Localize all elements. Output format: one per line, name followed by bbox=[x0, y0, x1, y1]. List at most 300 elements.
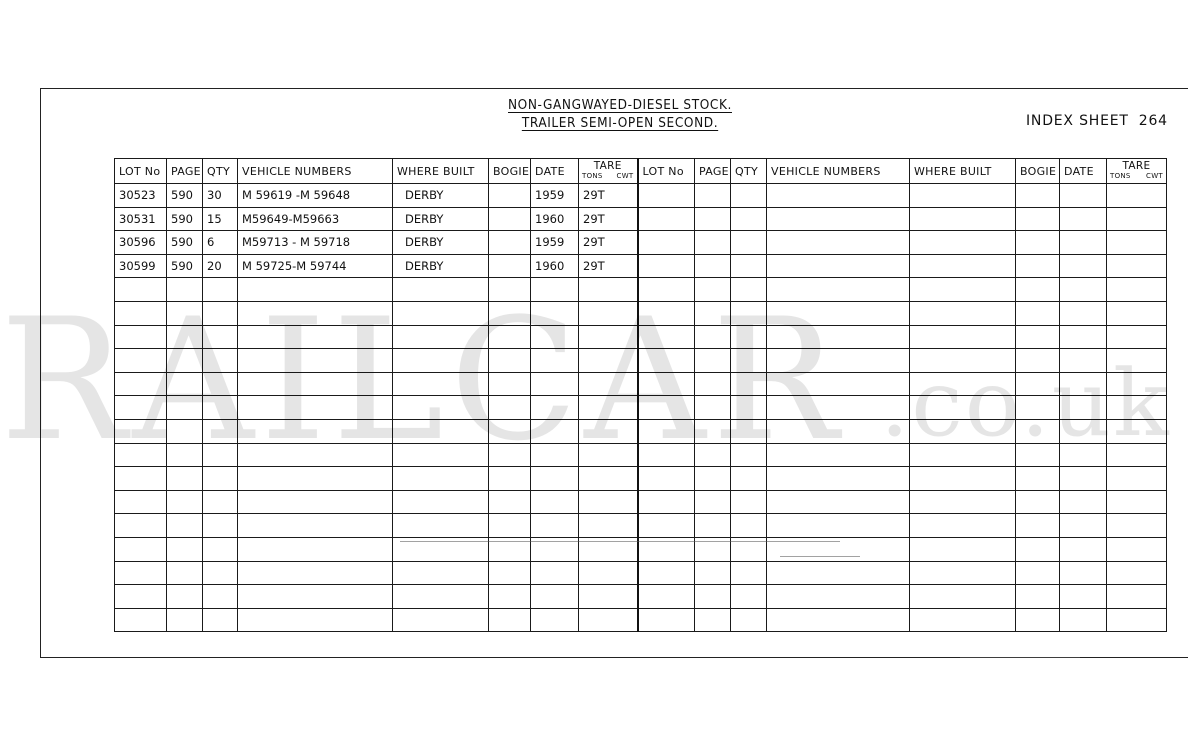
table-cell bbox=[167, 301, 203, 325]
column-header: WHERE BUILT bbox=[910, 159, 1016, 184]
table-cell bbox=[393, 585, 489, 609]
table-cell bbox=[393, 561, 489, 585]
table-cell bbox=[1107, 443, 1167, 467]
table-cell bbox=[167, 372, 203, 396]
table-cell bbox=[731, 608, 767, 632]
table-cell bbox=[238, 349, 393, 373]
table-cell bbox=[731, 184, 767, 208]
table-cell bbox=[579, 443, 638, 467]
table-cell bbox=[1060, 537, 1107, 561]
table-cell bbox=[579, 301, 638, 325]
table-cell bbox=[910, 608, 1016, 632]
table-cell bbox=[1107, 396, 1167, 420]
table-cell bbox=[638, 443, 695, 467]
table-cell bbox=[1016, 467, 1060, 491]
table-cell bbox=[1016, 490, 1060, 514]
table-cell bbox=[910, 443, 1016, 467]
table-cell: DERBY bbox=[393, 231, 489, 255]
table-cell bbox=[489, 490, 531, 514]
scan-artifact-line bbox=[960, 657, 1080, 658]
index-sheet-label bbox=[1026, 113, 1168, 129]
table-cell: 30523 bbox=[115, 184, 167, 208]
table-cell bbox=[1060, 490, 1107, 514]
table-cell bbox=[767, 585, 910, 609]
table-cell bbox=[1060, 467, 1107, 491]
table-cell bbox=[489, 443, 531, 467]
table-cell bbox=[1107, 561, 1167, 585]
table-row bbox=[115, 372, 1167, 396]
table-cell bbox=[489, 396, 531, 420]
table-cell bbox=[731, 231, 767, 255]
table-cell bbox=[1107, 419, 1167, 443]
table-cell bbox=[489, 608, 531, 632]
table-cell bbox=[910, 231, 1016, 255]
table-cell bbox=[1016, 396, 1060, 420]
table-cell bbox=[115, 561, 167, 585]
table-cell bbox=[731, 585, 767, 609]
table-cell bbox=[1107, 184, 1167, 208]
table-cell bbox=[767, 372, 910, 396]
table-cell: DERBY bbox=[393, 184, 489, 208]
table-cell bbox=[579, 325, 638, 349]
table-cell: M 59619 -M 59648 bbox=[238, 184, 393, 208]
table-cell bbox=[767, 443, 910, 467]
table-cell: 590 bbox=[167, 207, 203, 231]
table-cell bbox=[167, 561, 203, 585]
table-cell bbox=[393, 608, 489, 632]
table-cell bbox=[238, 490, 393, 514]
title-line-1: NON-GANGWAYED-DIESEL STOCK. bbox=[508, 97, 732, 113]
tare-unit-tons: TONS bbox=[582, 172, 603, 180]
table-cell bbox=[1016, 443, 1060, 467]
table-cell bbox=[393, 325, 489, 349]
column-header bbox=[579, 159, 638, 184]
table-cell bbox=[238, 585, 393, 609]
table-cell: 6 bbox=[203, 231, 238, 255]
table-cell bbox=[238, 396, 393, 420]
table-cell bbox=[393, 372, 489, 396]
title-line-2: TRAILER SEMI-OPEN SECOND. bbox=[521, 115, 719, 131]
column-header: BOGIE bbox=[1016, 159, 1060, 184]
table-cell bbox=[1060, 301, 1107, 325]
table-cell bbox=[167, 443, 203, 467]
table-cell bbox=[767, 349, 910, 373]
table-cell bbox=[695, 608, 731, 632]
table-cell: 30 bbox=[203, 184, 238, 208]
table-cell bbox=[203, 396, 238, 420]
table-cell bbox=[1107, 537, 1167, 561]
table-row bbox=[115, 514, 1167, 538]
table-header-row bbox=[115, 159, 1167, 184]
table-cell bbox=[115, 467, 167, 491]
table-cell: 20 bbox=[203, 254, 238, 278]
table-cell bbox=[489, 207, 531, 231]
table-cell bbox=[203, 372, 238, 396]
table-cell bbox=[910, 301, 1016, 325]
table-row bbox=[115, 396, 1167, 420]
table-cell bbox=[1060, 207, 1107, 231]
table-cell bbox=[1060, 561, 1107, 585]
column-header: LOT No bbox=[638, 159, 695, 184]
table-cell bbox=[1107, 301, 1167, 325]
table-cell bbox=[1107, 207, 1167, 231]
table-cell bbox=[767, 301, 910, 325]
table-cell bbox=[1016, 231, 1060, 255]
table-cell bbox=[767, 207, 910, 231]
table-cell bbox=[579, 278, 638, 302]
table-cell: 590 bbox=[167, 254, 203, 278]
table-cell bbox=[203, 467, 238, 491]
column-header: LOT No bbox=[115, 159, 167, 184]
table-cell bbox=[1107, 372, 1167, 396]
table-cell bbox=[638, 467, 695, 491]
table-cell bbox=[115, 419, 167, 443]
table-cell bbox=[1060, 608, 1107, 632]
table-cell bbox=[1107, 278, 1167, 302]
table-cell bbox=[489, 419, 531, 443]
table-cell: M 59725-M 59744 bbox=[238, 254, 393, 278]
table-cell bbox=[638, 490, 695, 514]
table-cell bbox=[695, 301, 731, 325]
table-cell bbox=[695, 254, 731, 278]
table-cell bbox=[1016, 325, 1060, 349]
table-cell bbox=[531, 443, 579, 467]
column-header bbox=[1107, 159, 1167, 184]
table-cell bbox=[695, 207, 731, 231]
sheet-title bbox=[0, 96, 1200, 132]
table-cell bbox=[1016, 585, 1060, 609]
table-cell bbox=[731, 325, 767, 349]
column-header: BOGIE bbox=[489, 159, 531, 184]
table-cell bbox=[910, 537, 1016, 561]
table-cell bbox=[695, 443, 731, 467]
table-row bbox=[115, 561, 1167, 585]
table-cell: M59649-M59663 bbox=[238, 207, 393, 231]
column-header: DATE bbox=[531, 159, 579, 184]
table-cell bbox=[579, 396, 638, 420]
table-row bbox=[115, 490, 1167, 514]
table-cell bbox=[767, 396, 910, 420]
table-cell bbox=[767, 608, 910, 632]
table-cell bbox=[203, 325, 238, 349]
table-cell: 30531 bbox=[115, 207, 167, 231]
table-cell: 29T bbox=[579, 207, 638, 231]
table-cell bbox=[167, 419, 203, 443]
table-cell: 590 bbox=[167, 184, 203, 208]
tare-label: TARE bbox=[1122, 160, 1151, 172]
table-cell bbox=[1107, 585, 1167, 609]
table-cell bbox=[489, 184, 531, 208]
table-cell bbox=[638, 207, 695, 231]
table-cell bbox=[1107, 514, 1167, 538]
table-cell bbox=[203, 278, 238, 302]
table-cell bbox=[1060, 278, 1107, 302]
table-cell bbox=[910, 372, 1016, 396]
table-cell bbox=[531, 585, 579, 609]
table-cell bbox=[910, 467, 1016, 491]
table-cell: 1959 bbox=[531, 231, 579, 255]
table-cell bbox=[910, 254, 1016, 278]
table-cell: 30596 bbox=[115, 231, 167, 255]
table-cell bbox=[731, 514, 767, 538]
table-cell: 29T bbox=[579, 231, 638, 255]
table-cell bbox=[731, 254, 767, 278]
table-cell bbox=[531, 396, 579, 420]
table-cell bbox=[695, 467, 731, 491]
table-cell bbox=[531, 490, 579, 514]
table-cell bbox=[1060, 514, 1107, 538]
table-cell bbox=[695, 490, 731, 514]
table-cell bbox=[115, 443, 167, 467]
table-cell bbox=[238, 372, 393, 396]
table-cell bbox=[115, 278, 167, 302]
table-cell bbox=[1107, 490, 1167, 514]
table-cell bbox=[731, 349, 767, 373]
table-row bbox=[115, 254, 1167, 278]
table-cell bbox=[489, 585, 531, 609]
table-cell bbox=[638, 372, 695, 396]
table-cell bbox=[695, 585, 731, 609]
table-cell bbox=[579, 514, 638, 538]
table-cell bbox=[579, 419, 638, 443]
table-cell bbox=[238, 325, 393, 349]
column-header: WHERE BUILT bbox=[393, 159, 489, 184]
table-cell bbox=[767, 561, 910, 585]
table-cell bbox=[531, 514, 579, 538]
scan-artifact-line bbox=[400, 541, 840, 542]
scan-artifact-line bbox=[780, 556, 860, 557]
table-cell bbox=[910, 419, 1016, 443]
table-cell bbox=[731, 372, 767, 396]
table-cell bbox=[531, 278, 579, 302]
table-row bbox=[115, 608, 1167, 632]
table-row bbox=[115, 301, 1167, 325]
table-cell bbox=[695, 514, 731, 538]
table-cell bbox=[1060, 325, 1107, 349]
table-cell bbox=[767, 490, 910, 514]
table-row bbox=[115, 184, 1167, 208]
table-cell bbox=[638, 561, 695, 585]
table-cell bbox=[638, 254, 695, 278]
table-cell bbox=[115, 349, 167, 373]
table-cell bbox=[910, 561, 1016, 585]
table-cell bbox=[1016, 254, 1060, 278]
table-cell bbox=[767, 184, 910, 208]
table-row bbox=[115, 585, 1167, 609]
table-cell bbox=[238, 537, 393, 561]
table-cell bbox=[579, 608, 638, 632]
table-cell bbox=[489, 254, 531, 278]
table-cell bbox=[1107, 349, 1167, 373]
table-cell bbox=[167, 349, 203, 373]
table-cell bbox=[489, 278, 531, 302]
table-cell: DERBY bbox=[393, 254, 489, 278]
table-cell bbox=[910, 349, 1016, 373]
table-cell bbox=[167, 325, 203, 349]
table-row bbox=[115, 231, 1167, 255]
tare-unit-cwt: CWT bbox=[1146, 172, 1163, 180]
table-cell bbox=[393, 467, 489, 491]
table-cell bbox=[731, 301, 767, 325]
table-cell bbox=[695, 278, 731, 302]
watermark-main: RAILCAR bbox=[0, 282, 845, 478]
table-cell bbox=[638, 396, 695, 420]
table-cell bbox=[393, 396, 489, 420]
column-header: DATE bbox=[1060, 159, 1107, 184]
table-cell bbox=[203, 490, 238, 514]
table-cell bbox=[695, 419, 731, 443]
table-cell bbox=[1107, 254, 1167, 278]
table-cell bbox=[1107, 467, 1167, 491]
table-cell bbox=[579, 490, 638, 514]
table-cell bbox=[531, 467, 579, 491]
table-cell bbox=[489, 301, 531, 325]
table-cell: 590 bbox=[167, 231, 203, 255]
table-cell bbox=[579, 349, 638, 373]
table-cell bbox=[1060, 349, 1107, 373]
table-cell bbox=[531, 372, 579, 396]
table-cell bbox=[767, 325, 910, 349]
table-cell bbox=[695, 184, 731, 208]
table-cell bbox=[910, 278, 1016, 302]
table-cell: 15 bbox=[203, 207, 238, 231]
table-cell: 29T bbox=[579, 254, 638, 278]
table-cell bbox=[767, 254, 910, 278]
table-cell bbox=[115, 514, 167, 538]
table-cell bbox=[1016, 207, 1060, 231]
table-row bbox=[115, 443, 1167, 467]
table-cell bbox=[579, 467, 638, 491]
table-cell bbox=[238, 514, 393, 538]
table-cell bbox=[238, 443, 393, 467]
table-cell bbox=[167, 514, 203, 538]
column-header: QTY bbox=[731, 159, 767, 184]
table-cell bbox=[638, 325, 695, 349]
table-cell bbox=[393, 514, 489, 538]
column-header: PAGE bbox=[167, 159, 203, 184]
table-cell bbox=[115, 372, 167, 396]
table-cell bbox=[1060, 231, 1107, 255]
table-cell bbox=[638, 301, 695, 325]
table-cell bbox=[203, 349, 238, 373]
table-cell bbox=[695, 396, 731, 420]
table-cell bbox=[579, 372, 638, 396]
table-cell bbox=[638, 514, 695, 538]
table-cell bbox=[1060, 396, 1107, 420]
table-cell bbox=[238, 278, 393, 302]
table-cell bbox=[489, 349, 531, 373]
table-cell bbox=[1016, 514, 1060, 538]
table-cell bbox=[731, 443, 767, 467]
table-cell bbox=[393, 301, 489, 325]
table-cell: 1960 bbox=[531, 254, 579, 278]
table-cell bbox=[731, 490, 767, 514]
table-row bbox=[115, 419, 1167, 443]
table-cell bbox=[167, 396, 203, 420]
table-cell bbox=[638, 278, 695, 302]
table-cell bbox=[489, 325, 531, 349]
table-cell: 29T bbox=[579, 184, 638, 208]
table-cell bbox=[1016, 419, 1060, 443]
table-cell bbox=[910, 325, 1016, 349]
column-header: PAGE bbox=[695, 159, 731, 184]
table-cell bbox=[531, 301, 579, 325]
table-cell bbox=[1016, 301, 1060, 325]
table-cell: 1959 bbox=[531, 184, 579, 208]
table-cell bbox=[531, 325, 579, 349]
table-cell bbox=[1016, 537, 1060, 561]
table-cell bbox=[910, 184, 1016, 208]
table-cell bbox=[731, 561, 767, 585]
table-cell bbox=[167, 585, 203, 609]
table-cell bbox=[1060, 254, 1107, 278]
table-cell bbox=[203, 608, 238, 632]
table-cell bbox=[731, 278, 767, 302]
table-cell: DERBY bbox=[393, 207, 489, 231]
table-cell bbox=[167, 467, 203, 491]
table-cell bbox=[1016, 561, 1060, 585]
table-cell bbox=[115, 537, 167, 561]
table-cell bbox=[531, 419, 579, 443]
table-cell bbox=[393, 278, 489, 302]
index-sheet-number: 264 bbox=[1138, 113, 1168, 129]
table-cell bbox=[638, 585, 695, 609]
table-cell bbox=[767, 278, 910, 302]
table-cell bbox=[1016, 372, 1060, 396]
table-cell bbox=[115, 585, 167, 609]
table-cell bbox=[695, 372, 731, 396]
table-cell bbox=[238, 419, 393, 443]
table-cell bbox=[1060, 443, 1107, 467]
table-cell bbox=[167, 537, 203, 561]
table-cell bbox=[910, 396, 1016, 420]
column-header: VEHICLE NUMBERS bbox=[767, 159, 910, 184]
table-cell bbox=[638, 419, 695, 443]
table-cell bbox=[1107, 608, 1167, 632]
table-cell bbox=[393, 419, 489, 443]
table-cell bbox=[579, 585, 638, 609]
table-cell bbox=[638, 349, 695, 373]
table-cell bbox=[1060, 372, 1107, 396]
table-cell bbox=[115, 490, 167, 514]
table-cell bbox=[203, 443, 238, 467]
table-cell bbox=[203, 301, 238, 325]
table-row bbox=[115, 278, 1167, 302]
table-row bbox=[115, 467, 1167, 491]
table-cell bbox=[638, 608, 695, 632]
table-cell bbox=[731, 396, 767, 420]
table-cell bbox=[489, 514, 531, 538]
table-cell bbox=[489, 372, 531, 396]
table-cell bbox=[638, 231, 695, 255]
table-cell bbox=[167, 490, 203, 514]
table-cell bbox=[167, 278, 203, 302]
table-cell bbox=[115, 396, 167, 420]
tare-label: TARE bbox=[593, 160, 622, 172]
table-cell bbox=[638, 184, 695, 208]
table-cell bbox=[731, 419, 767, 443]
table-row bbox=[115, 349, 1167, 373]
table-cell bbox=[238, 561, 393, 585]
table-cell bbox=[695, 325, 731, 349]
table-cell bbox=[489, 467, 531, 491]
table-cell bbox=[489, 561, 531, 585]
table-row bbox=[115, 207, 1167, 231]
lot-table bbox=[114, 158, 1167, 632]
table-cell bbox=[767, 514, 910, 538]
table-cell bbox=[767, 231, 910, 255]
table-cell: M59713 - M 59718 bbox=[238, 231, 393, 255]
